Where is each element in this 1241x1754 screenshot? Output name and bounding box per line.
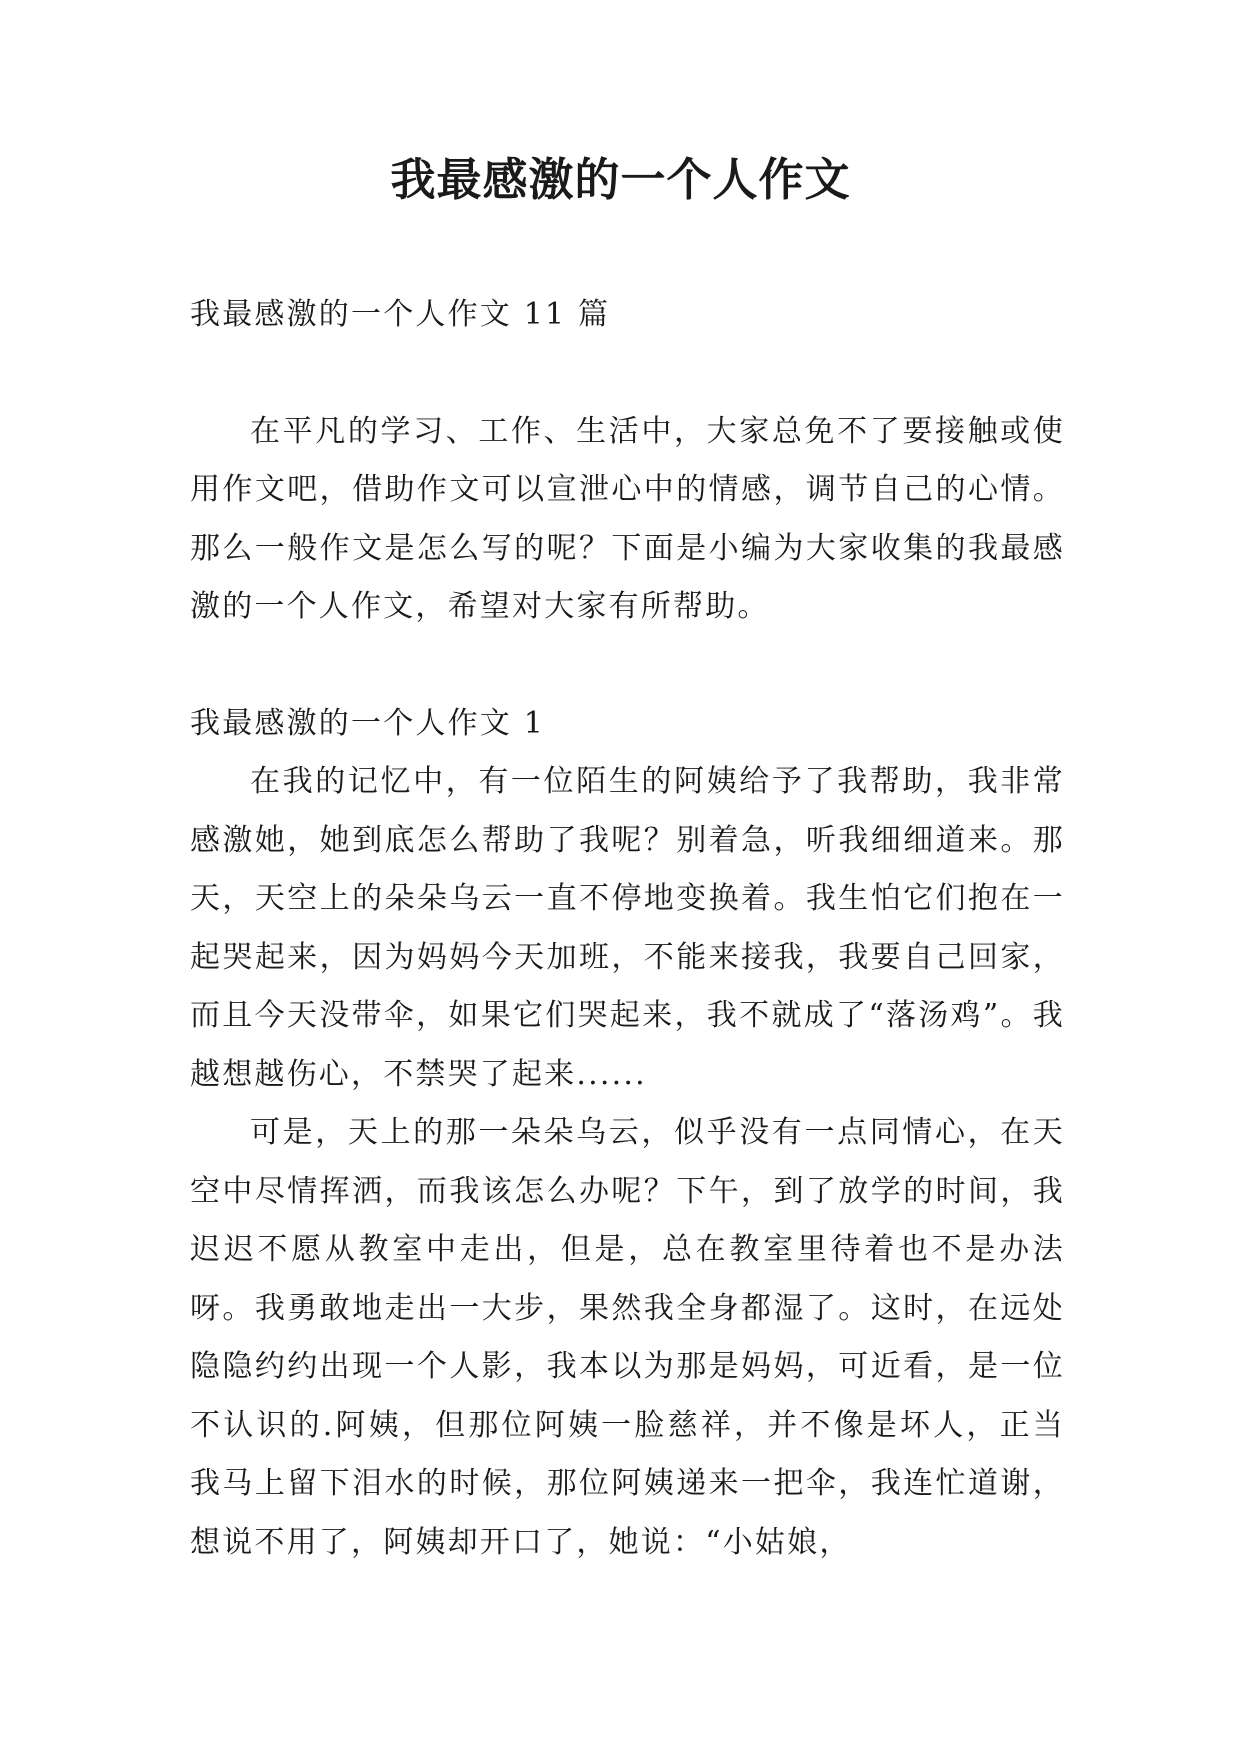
intro-paragraph: 在平凡的学习、工作、生活中，大家总免不了要接触或使用作文吧，借助作文可以宣泄心中的情感，调节自己的心情。那么一般作文是怎么写的呢？下面是小编为大家收集的我最感激的一个人作文，希望对大家有所帮助。 (190, 413, 1065, 624)
section-heading: 我最感激的一个人作文 1 (190, 705, 546, 741)
body-paragraph: 在我的记忆中，有一位陌生的阿姨给予了我帮助，我非常感激她，她到底怎么帮助了我呢？别着急，听我细细道来。那天，天空上的朵朵乌云一直不停地变换着。我生怕它们抱在一起哭起来，因为妈妈今天加班，不能来接我，我要自己回家，而且今天没带伞，如果它们哭起来，我不就成了“落汤鸡”。我越想越伤心，不禁哭了起来...... (190, 764, 1065, 1092)
body-paragraph: 可是，天上的那一朵朵乌云，似乎没有一点同情心，在天空中尽情挥洒，而我该怎么办呢？下午，到了放学的时间，我迟迟不愿从教室中走出，但是，总在教室里待着也不是办法呀。我勇敢地走出一大步，果然我全身都湿了。这时，在远处隐隐约约出现一个人影，我本以为那是妈妈，可近看，是一位不认识的.阿姨，但那位阿姨一脸慈祥，并不像是坏人，正当我马上留下泪水的时候，那位阿姨递来一把伞，我连忙道谢，想说不用了，阿姨却开口了，她说：“小姑娘， (190, 1115, 1065, 1560)
document-body (190, 286, 1065, 1572)
document-title: 我最感激的一个人作文 (390, 153, 851, 206)
document-subtitle: 我最感激的一个人作文 11 篇 (190, 297, 611, 332)
